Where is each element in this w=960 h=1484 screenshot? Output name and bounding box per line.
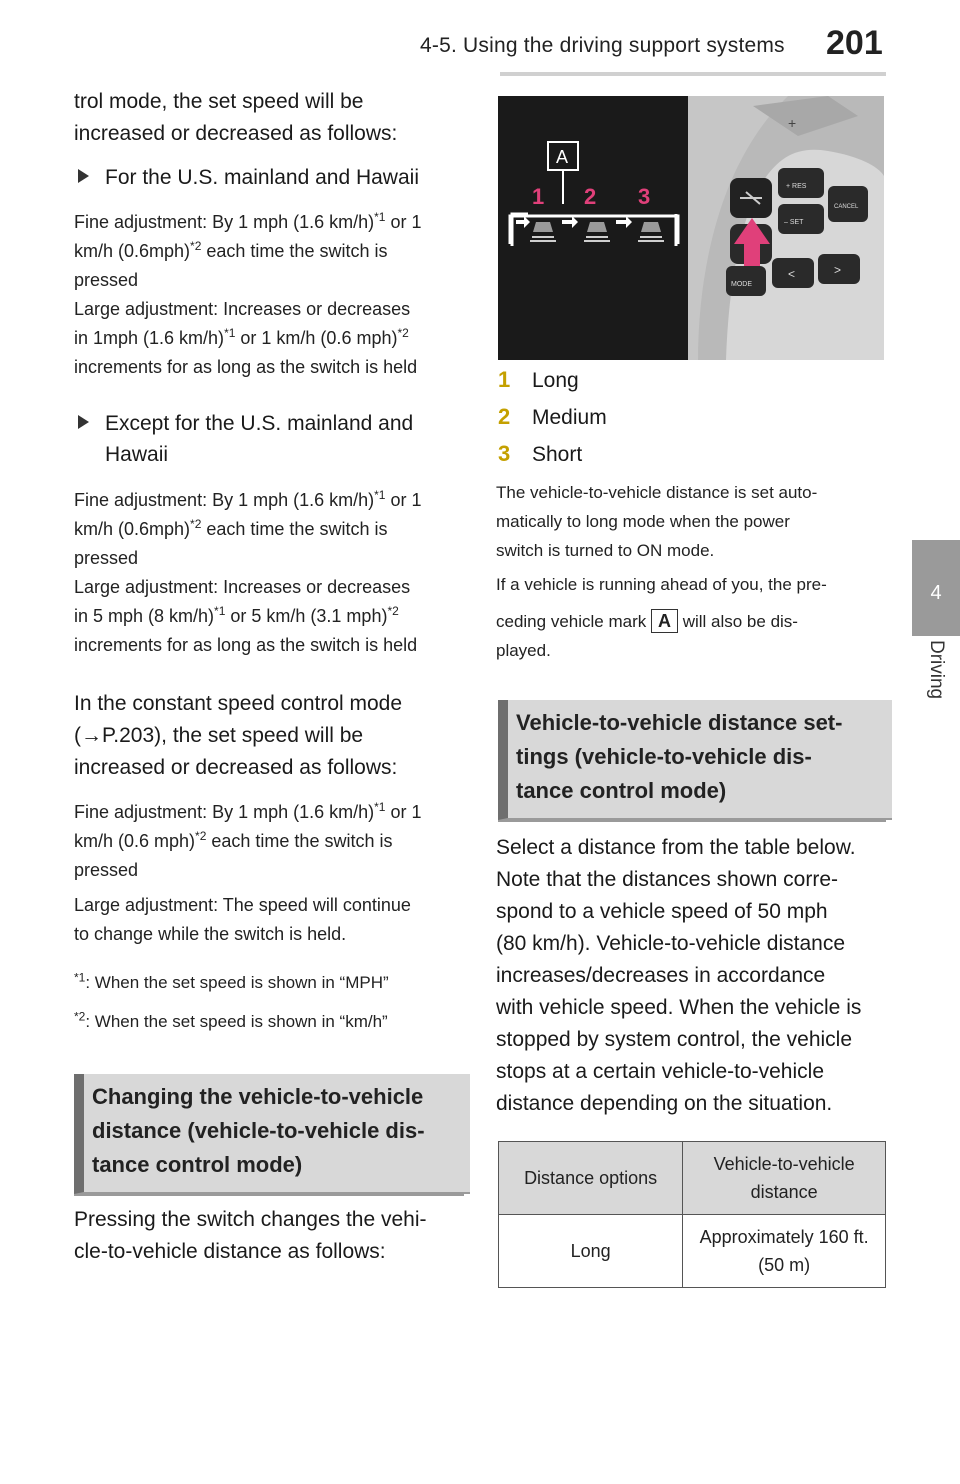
preceding-vehicle-text: If a vehicle is running ahead of you, the pre- ceding vehicle mark A will also be dis- played. <box>496 575 827 660</box>
us-adjustment-text: Fine adjustment: By 1 mph (1.6 km/h)$^{*1}$ or 1 km/h $(0.6mph)^{*2}$ each time the switch is pressed Large adjustment: Increases or decreases in 1mph (1.6 km/h)$^{*1}$ or 1 km/h (0.6 mph)$^{*2}$ increments for as long as the switch is held <box>74 210 422 377</box>
bullet-triangle-icon <box>78 169 89 183</box>
table-cell: Long <box>499 1215 683 1288</box>
page-number: 201 <box>826 24 883 62</box>
distance-list <box>498 364 888 475</box>
bullet-us-mainland: For the U.S. mainland and Hawaii <box>78 162 419 193</box>
label-a-badge: A <box>651 609 678 633</box>
svg-text:A: A <box>556 147 569 167</box>
svg-text:<: < <box>788 267 796 281</box>
auto-long-mode-text: The vehicle-to-vehicle distance is set auto- matically to long mode when the power switch is turned to ON mode. <box>496 483 818 560</box>
intro-text: trol mode, the set speed will be increased or decreased as follows: <box>74 90 398 145</box>
table-header-cell: Vehicle-to-vehicle distance <box>683 1142 886 1215</box>
svg-text:3: 3 <box>638 184 651 209</box>
svg-text:2: 2 <box>584 184 597 209</box>
footnotes: $^{*1}$: When the set speed is shown in “MPH” $^{*2}$: When the set speed is shown in “km/h” <box>74 970 389 1031</box>
chapter-number: 4 <box>930 582 942 604</box>
section-title: 4-5. Using the driving support systems <box>420 34 785 57</box>
constant-adjustment-text: Fine adjustment: By 1 mph (1.6 km/h)$^{*1}$ or 1 km/h (0.6 mph)$^{*2}$ each time the switch is pressed Large adjustment: The speed will continue to change while the switch is held. <box>74 800 422 944</box>
table-header-cell: Distance options <box>499 1142 683 1215</box>
select-distance-text: Select a distance from the table below. Note that the distances shown corre- spond to a vehicle speed of 50 mph (80 km/h). Vehicle-to-vehicle distance increases/decreases in accordance with vehicle speed. When the vehicle is stopped by system control, the vehicle stops at a certain vehicle-to-vehicle distance depending on the situation. <box>496 836 862 1115</box>
steering-switch-figure <box>498 96 884 360</box>
svg-text:1: 1 <box>532 184 545 209</box>
list-item: 2 Medium <box>498 404 607 429</box>
list-item: 3 Short <box>498 441 583 466</box>
heading-changing-distance: Changing the vehicle-to-vehicle distance (vehicle-to-vehicle dis- tance control mode) <box>74 1074 470 1194</box>
table-row <box>499 1215 886 1288</box>
svg-text:MODE: MODE <box>731 281 752 288</box>
heading-distance-settings: Vehicle-to-vehicle distance set- tings (vehicle-to-vehicle dis- tance control mode) <box>498 700 892 820</box>
non-us-adjustment-text: Fine adjustment: By 1 mph (1.6 km/h)$^{*1}$ or 1 km/h $(0.6mph)^{*2}$ each time the switch is pressed Large adjustment: Increases or decreases in 5 mph (8 km/h)$^{*1}$ or 5 km/h (3.1 mph)$^{*2}$ increments for as long as the switch is held <box>74 488 422 655</box>
heading-rule <box>498 820 886 822</box>
distance-table <box>498 1141 886 1288</box>
bullet-except-us: Except for the U.S. mainland and Hawaii <box>78 408 413 470</box>
list-item: 1 Long <box>498 367 579 392</box>
bullet-triangle-icon <box>78 415 89 429</box>
table-header-row <box>499 1142 886 1215</box>
constant-speed-text: In the constant speed control mode (→P.203), the set speed will be increased or decreased as follows: <box>74 692 403 779</box>
table-cell: Approximately 160 ft. (50 m) <box>683 1215 886 1288</box>
svg-text:>: > <box>834 263 842 277</box>
chapter-label: Driving <box>926 640 947 700</box>
pressing-text: Pressing the switch changes the vehi- cle-to-vehicle distance as follows: <box>74 1208 427 1263</box>
figure-illustration <box>498 96 884 360</box>
svg-text:+ RES: + RES <box>786 183 807 190</box>
svg-text:– SET: – SET <box>784 219 804 226</box>
header-rule <box>500 72 886 76</box>
heading-rule <box>74 1194 464 1196</box>
svg-text:CANCEL: CANCEL <box>834 204 859 210</box>
svg-text:+: + <box>788 115 797 131</box>
